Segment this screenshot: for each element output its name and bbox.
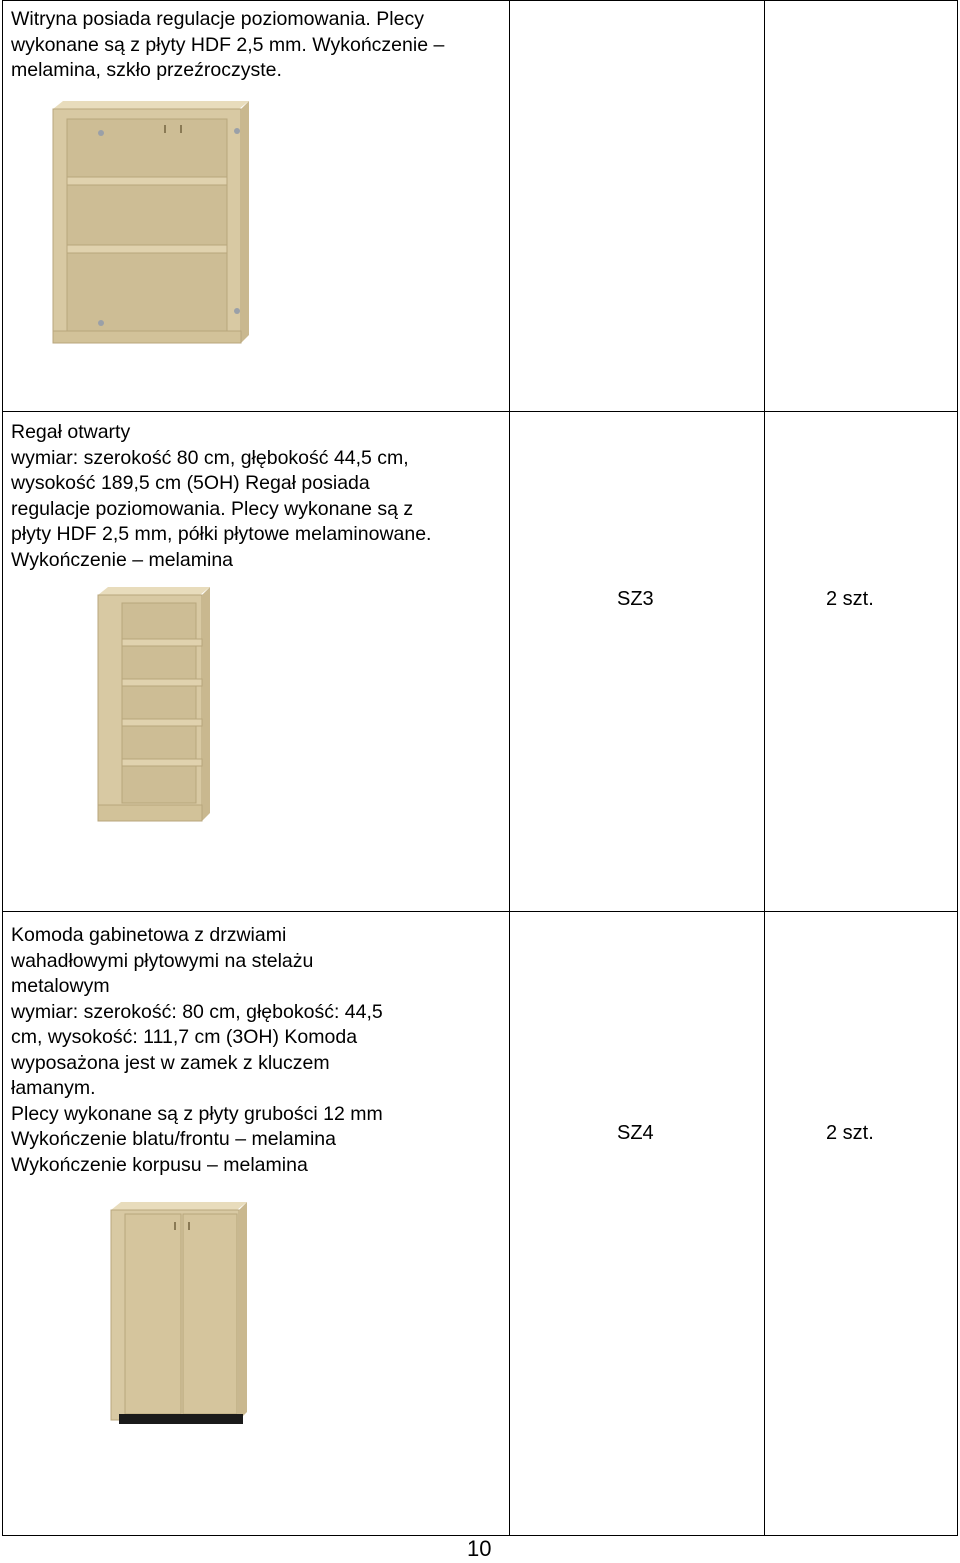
description-line: Komoda gabinetowa z drzwiami — [11, 924, 287, 946]
description-line: wymiar: szerokość: 80 cm, głębokość: 44,5 — [11, 1000, 383, 1023]
table-row — [3, 1, 957, 411]
description-line: regulacje poziomowania. Plecy wykonane są z — [11, 497, 414, 520]
description-line: płyty HDF 2,5 mm, półki płytowe melaminowane. — [11, 523, 432, 545]
table-row — [3, 911, 957, 1537]
item-quantity: 2 szt. — [826, 588, 874, 610]
description-line: Plecy wykonane są z płyty grubości 12 mm — [11, 1102, 383, 1125]
page-number: 10 — [467, 1536, 492, 1561]
glass-cabinet-image — [53, 101, 253, 351]
table-row — [3, 411, 957, 911]
item-quantity: 2 szt. — [826, 1122, 874, 1144]
description-line: wyposażona jest w zamek z kluczem — [11, 1051, 330, 1074]
description-line: melamina, szkło przeźroczyste. — [11, 59, 282, 81]
item-description — [11, 923, 501, 1178]
item-code: SZ3 — [617, 588, 654, 610]
bookshelf-image — [98, 587, 213, 827]
column-divider — [509, 1, 510, 1535]
description-line: Witryna posiada regulacje poziomowania. Plecy — [11, 8, 424, 30]
description-line: metalowym — [11, 975, 110, 997]
description-line: cm, wysokość: 111,7 cm (3OH) Komoda — [11, 1026, 358, 1048]
spec-table — [2, 0, 958, 1536]
door-cabinet-image — [111, 1202, 251, 1432]
description-line: łamanym. — [11, 1077, 96, 1099]
description-line: wysokość 189,5 cm (5OH) Regał posiada — [11, 472, 370, 494]
description-line: wahadłowymi płytowymi na stelażu — [11, 949, 314, 972]
item-description — [11, 420, 501, 573]
description-line: Wykończenie blatu/frontu – melamina — [11, 1128, 336, 1150]
description-line: Wykończenie – melamina — [11, 548, 234, 571]
description-line: Wykończenie korpusu – melamina — [11, 1153, 308, 1176]
item-description — [11, 7, 501, 84]
description-line: Regał otwarty — [11, 421, 131, 443]
item-code: SZ4 — [617, 1122, 654, 1144]
description-line: wykonane są z płyty HDF 2,5 mm. Wykończenie – — [11, 33, 445, 56]
description-line: wymiar: szerokość 80 cm, głębokość 44,5 cm, — [11, 446, 409, 469]
column-divider — [764, 1, 765, 1535]
